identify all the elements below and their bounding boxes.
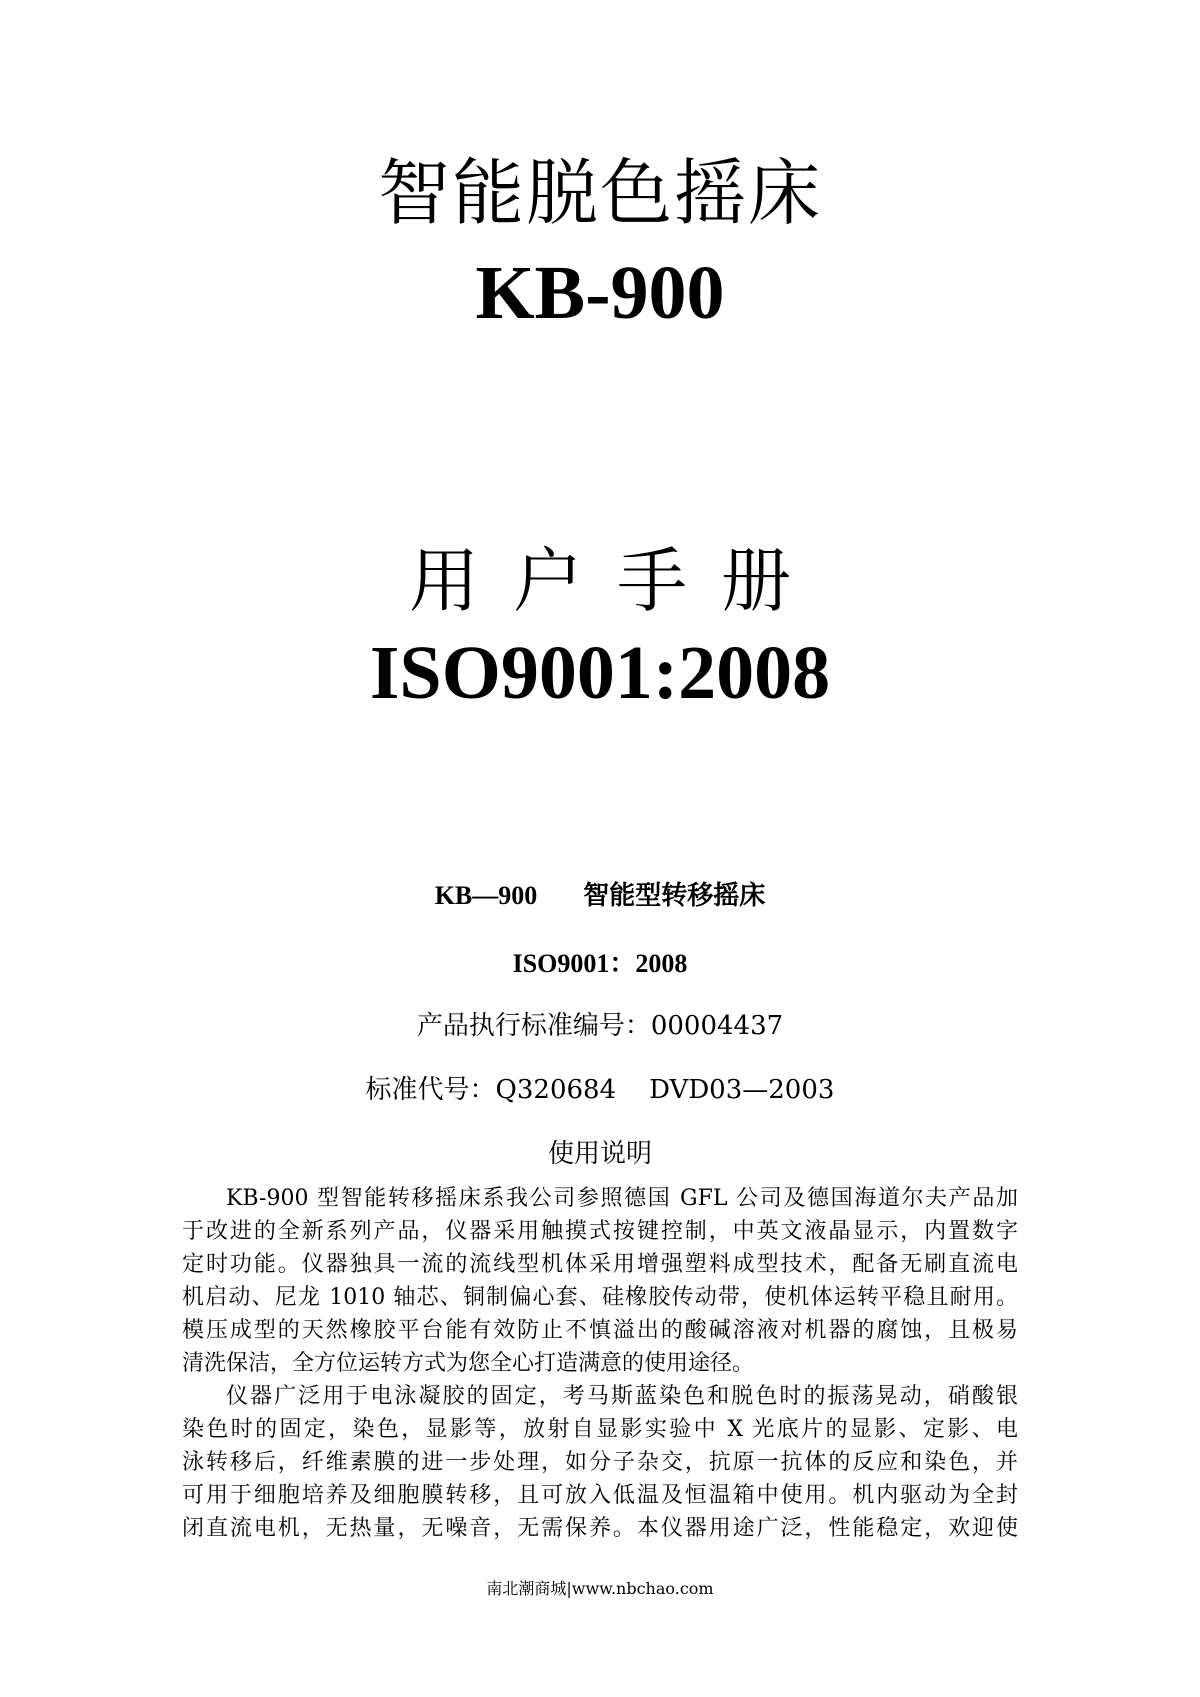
product-model: KB-900 — [475, 251, 725, 335]
instructions-heading: 使用说明 — [547, 1139, 652, 1169]
body-line: 可用于细胞培养及细胞膜转移，且可放入低温及恒温箱中使用。机内驱动为全封 — [182, 1483, 1018, 1508]
body-line: 于改进的全新系列产品，仪器采用触摸式按键控制，中英文液晶显示，内置数字 — [182, 1219, 1018, 1244]
product-title: 智能脱色摇床 — [377, 151, 822, 235]
body-line: 染色时的固定，染色，显影等，放射自显影实验中 X 光底片的显影、定影、电 — [182, 1417, 1018, 1442]
standard-number: 产品执行标准编号：00004437 — [416, 1011, 784, 1041]
body-line: KB-900 型智能转移摇床系我公司参照德国 GFL 公司及德国海道尔夫产品加 — [226, 1186, 1018, 1211]
page-footer: 南北潮商城|www.nbchao.com — [486, 1579, 714, 1598]
body-line: 模压成型的天然橡胶平台能有效防止不慎溢出的酸碱溶液对机器的腐蚀，且极易 — [182, 1318, 1018, 1343]
model-small: KB—900 — [434, 881, 538, 910]
iso-small: ISO9001：2008 — [512, 949, 688, 978]
instructions-body — [182, 1182, 1018, 1545]
body-line: 清洗保洁，全方位运转方式为您全心打造满意的使用途径。 — [182, 1351, 755, 1376]
model-type-line — [0, 878, 1200, 914]
body-line: 闭直流电机，无热量，无噪音，无需保养。本仪器用途广泛，性能稳定，欢迎使 — [182, 1516, 1018, 1541]
iso-certification: ISO9001:2008 — [369, 631, 831, 715]
body-line: 机启动、尼龙 1010 轴芯、铜制偏心套、硅橡胶传动带，使机体运转平稳且耐用。 — [182, 1285, 1018, 1310]
body-line: 仪器广泛用于电泳凝胶的固定，考马斯蓝染色和脱色时的振荡晃动，硝酸银 — [226, 1384, 1018, 1409]
product-type: 智能型转移摇床 — [583, 881, 766, 911]
body-line: 泳转移后，纤维素膜的进一步处理，如分子杂交，抗原一抗体的反应和染色，并 — [182, 1450, 1018, 1475]
standard-code: 标准代号：Q320684 DVD03—2003 — [365, 1075, 835, 1105]
manual-title: 用户手册 — [409, 540, 825, 622]
body-line: 定时功能。仪器独具一流的流线型机体采用增强塑料成型技术，配备无刷直流电 — [182, 1252, 1018, 1277]
